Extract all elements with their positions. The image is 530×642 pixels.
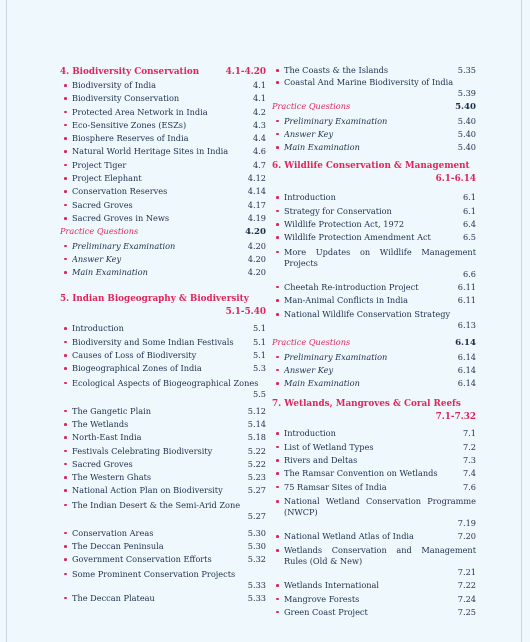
toc-entry[interactable] — [272, 205, 476, 218]
toc-entry-page: 4.3 — [252, 119, 266, 130]
toc-entry[interactable] — [272, 351, 476, 364]
toc-entry-title: Eco-Sensitive Zones (ESZs) — [72, 119, 187, 130]
toc-entry-page: 5.12 — [247, 405, 266, 416]
toc-entry-title: Biodiversity and Some Indian Festivals — [72, 336, 234, 347]
toc-entry[interactable] — [272, 115, 476, 128]
toc-entry[interactable] — [272, 128, 476, 141]
toc-entry-title: Green Coast Project — [284, 606, 368, 617]
toc-entry[interactable] — [60, 336, 266, 349]
toc-entry-page: 6.14 — [457, 351, 476, 362]
toc-entry-title: The Ramsar Convention on Wetlands — [284, 468, 438, 479]
toc-entry-page: 7.25 — [457, 606, 476, 617]
toc-entry[interactable] — [272, 281, 476, 294]
toc-entry-title: National Action Plan on Biodiversity — [72, 485, 223, 496]
toc-entry-page: 7.2 — [462, 441, 476, 452]
toc-entry-page: 6.11 — [457, 294, 476, 305]
toc-entry[interactable] — [272, 364, 476, 377]
toc-entry[interactable] — [60, 484, 266, 497]
toc-entry-title: Biodiversity Conservation — [72, 93, 180, 104]
toc-entry[interactable] — [272, 606, 476, 619]
toc-entry[interactable] — [60, 362, 266, 375]
toc-entry-coastal-marine[interactable]: Coastal And Marine Biodiversity of India 5.39 — [272, 77, 476, 99]
toc-entry-wetland-rules[interactable]: Wetlands Conservation and Management Rules (Old & New) 7.21 — [272, 545, 476, 578]
toc-entry[interactable] — [60, 199, 266, 212]
toc-entry[interactable] — [272, 579, 476, 592]
chapter-5-heading[interactable]: 5. Indian Biogeography & Biodiversity — [60, 294, 249, 305]
toc-entry-title: Government Conservation Efforts — [72, 554, 212, 565]
toc-entry-page: 4.19 — [247, 212, 266, 223]
toc-entry-title: Conservation Areas — [72, 527, 154, 538]
toc-entry-title: Conservation Reserves — [72, 186, 168, 197]
toc-entry-page: 7.3 — [462, 455, 476, 466]
toc-entry-title: Introduction — [72, 323, 124, 334]
toc-entry-title: Festivals Celebrating Biodiversity — [72, 445, 213, 456]
toc-entry[interactable] — [60, 172, 266, 185]
toc-entry[interactable] — [272, 294, 476, 307]
toc-entry-page: 5.40 — [457, 142, 476, 153]
toc-entry-page: 4.14 — [247, 186, 266, 197]
toc-entry[interactable] — [60, 445, 266, 458]
toc-entry-page: 5.23 — [247, 472, 266, 483]
toc-entry-title: Answer Key — [284, 364, 334, 375]
toc-entry-title: Project Tiger — [72, 159, 127, 170]
toc-entry[interactable] — [60, 540, 266, 553]
toc-entry-title: Rivers and Deltas — [284, 455, 358, 466]
toc-entry-title: Mangrove Forests — [284, 593, 360, 604]
toc-entry-page: 7.22 — [457, 580, 476, 591]
chapter-7-heading[interactable]: 7. Wetlands, Mangroves & Coral Reefs — [272, 399, 461, 410]
toc-entry[interactable] — [60, 458, 266, 471]
toc-entry-title: Preliminary Examination — [284, 115, 388, 126]
toc-entry[interactable] — [60, 145, 266, 158]
toc-entry[interactable] — [60, 349, 266, 362]
toc-entry-title: Causes of Loss of Biodiversity — [72, 350, 197, 361]
toc-entry-title: Biodiversity of India — [72, 80, 156, 90]
toc-entry[interactable] — [60, 418, 266, 431]
toc-entry-wildlife-updates[interactable]: More Updates on Wildlife Management Projects 6.6 — [272, 247, 476, 280]
toc-entry-page: 5.22 — [247, 445, 266, 456]
toc-entry-page: 4.20 — [247, 267, 266, 278]
toc-entry-page: 4.7 — [252, 159, 266, 170]
toc-entry-page: 6.14 — [457, 378, 476, 389]
toc-left-column — [60, 64, 266, 605]
toc-entry-page: 6.5 — [462, 232, 476, 243]
toc-entry-page: 6.4 — [462, 219, 476, 230]
toc-entry[interactable] — [272, 218, 476, 231]
ch4-practice-questions[interactable]: Practice Questions 4.20 — [60, 226, 266, 238]
toc-entry-title: Protected Area Network in India — [72, 106, 208, 117]
toc-entry-title: Cheetah Re-introduction Project — [284, 281, 419, 292]
toc-entry[interactable] — [60, 405, 266, 418]
toc-entry-page: 5.32 — [247, 554, 266, 565]
toc-entry-page: 7.4 — [462, 468, 476, 479]
toc-entry[interactable] — [272, 141, 476, 154]
toc-entry-title: Preliminary Examination — [72, 240, 176, 251]
toc-entry-page: 5.14 — [247, 418, 266, 429]
toc-entry[interactable] — [272, 593, 476, 606]
toc-entry-nwcp[interactable]: National Wetland Conservation Programme (NWCP) 7.19 — [272, 496, 476, 529]
toc-entry-title: Wetlands International — [284, 580, 380, 591]
toc-entry-page: 5.27 — [247, 485, 266, 496]
toc-entry[interactable] — [60, 431, 266, 444]
toc-entry[interactable] — [272, 454, 476, 467]
toc-entry-ecological-aspects[interactable]: Ecological Aspects of Biogeographical Zones 5.5 — [60, 378, 266, 400]
toc-entry-title: Introduction — [284, 428, 336, 439]
ch5-practice-questions[interactable]: Practice Questions 5.40 — [272, 101, 476, 113]
toc-entry-title: Biosphere Reserves of India — [72, 133, 189, 144]
toc-entry[interactable] — [60, 253, 266, 266]
toc-entry-title: The Coasts & the Islands — [284, 65, 389, 75]
toc-entry[interactable] — [60, 212, 266, 225]
toc-entry-title: Preliminary Examination — [284, 351, 388, 362]
toc-entry-deccan-plateau[interactable]: The Deccan Plateau 5.33 — [60, 592, 266, 605]
toc-entry[interactable] — [60, 79, 266, 92]
toc-entry-page: 7.6 — [462, 481, 476, 492]
toc-entry[interactable] — [60, 553, 266, 566]
toc-entry[interactable] — [272, 191, 476, 204]
toc-entry[interactable] — [60, 266, 266, 279]
toc-entry-title: Main Examination — [284, 142, 360, 153]
chapter-6-heading[interactable]: 6. Wildlife Conservation & Management — [272, 161, 470, 172]
toc-entry-title: Introduction — [284, 192, 336, 203]
toc-entry-title: Main Examination — [72, 267, 148, 278]
toc-entry-title: The Gangetic Plain — [72, 405, 151, 416]
toc-entry-title: Strategy for Conservation — [284, 205, 392, 216]
toc-entry-page: 5.40 — [457, 128, 476, 139]
toc-entry[interactable] — [272, 231, 476, 244]
toc-entry-page: 5.1 — [252, 336, 266, 347]
toc-entry-page: 5.18 — [247, 432, 266, 443]
toc-entry-wildlife-strategy[interactable]: National Wildlife Conservation Strategy 6.13 — [272, 309, 476, 331]
chapter-5-range: 5.1-5.40 — [225, 307, 266, 318]
toc-entry-page: 6.1 — [462, 192, 476, 203]
toc-entry-page: 6.1 — [462, 205, 476, 216]
toc-entry[interactable] — [60, 240, 266, 253]
toc-entry-title: Answer Key — [284, 128, 334, 139]
toc-entry-page: 5.1 — [252, 323, 266, 334]
toc-entry-wetland-atlas[interactable]: National Wetland Atlas of India 7.20 — [272, 530, 476, 543]
toc-entry-title: Sacred Groves — [72, 458, 133, 469]
toc-entry-title: The Deccan Peninsula — [72, 541, 164, 552]
toc-entry-title: Wildlife Protection Amendment Act — [284, 232, 431, 243]
toc-entry[interactable] — [60, 132, 266, 145]
toc-entry[interactable] — [272, 441, 476, 454]
toc-entry-page: 5.3 — [252, 363, 266, 374]
toc-entry-title: Natural World Heritage Sites in India — [72, 146, 229, 157]
toc-entry-page: 4.1 — [252, 80, 266, 90]
toc-entry-title: North-East India — [72, 432, 142, 443]
toc-entry-title: The Wetlands — [72, 418, 129, 429]
toc-entry-page: 5.30 — [247, 541, 266, 552]
toc-entry[interactable] — [60, 527, 266, 540]
toc-entry-title: The Western Ghats — [72, 472, 152, 483]
chapter-7-range: 7.1-7.32 — [435, 412, 476, 423]
chapter-4-heading[interactable]: 4. Biodiversity Conservation 4.1-4.20 — [60, 67, 266, 77]
toc-entry-title: Sacred Groves in News — [72, 212, 170, 223]
toc-entry-title: Man-Animal Conflicts in India — [284, 294, 408, 305]
toc-entry-title: Sacred Groves — [72, 199, 133, 210]
toc-entry[interactable] — [60, 471, 266, 484]
toc-entry-title: Wildlife Protection Act, 1972 — [284, 219, 405, 230]
toc-entry-page: 4.17 — [247, 199, 266, 210]
toc-entry[interactable] — [272, 64, 476, 77]
toc-entry-page: 4.1 — [252, 93, 266, 104]
toc-entry[interactable] — [60, 119, 266, 132]
toc-entry-conservation-projects[interactable]: Some Prominent Conservation Projects 5.33 — [60, 569, 266, 591]
toc-entry-page: 4.2 — [252, 106, 266, 117]
chapter-6-range: 6.1-6.14 — [435, 174, 476, 185]
toc-entry-page: 7.24 — [457, 593, 476, 604]
toc-entry-page: 4.6 — [252, 146, 266, 157]
toc-right-column — [272, 64, 476, 619]
toc-entry[interactable] — [60, 92, 266, 105]
toc-entry-title: List of Wetland Types — [284, 441, 374, 452]
toc-entry-page: 4.20 — [247, 253, 266, 264]
toc-entry-indian-desert[interactable]: The Indian Desert & the Semi-Arid Zone 5.27 — [60, 500, 266, 522]
toc-entry-title: 75 Ramsar Sites of India — [284, 481, 387, 492]
ch6-practice-questions[interactable]: Practice Questions 6.14 — [272, 337, 476, 349]
toc-entry-page: 5.30 — [247, 527, 266, 538]
toc-entry-page: 7.1 — [462, 428, 476, 439]
toc-entry[interactable] — [60, 185, 266, 198]
toc-entry-page: 5.1 — [252, 350, 266, 361]
toc-entry-page: 6.11 — [457, 281, 476, 292]
toc-entry-title: Project Elephant — [72, 173, 142, 184]
toc-entry-page: 4.12 — [247, 173, 266, 184]
toc-entry[interactable] — [272, 377, 476, 390]
toc-entry[interactable] — [272, 427, 476, 440]
toc-entry-page: 5.40 — [457, 115, 476, 126]
toc-entry-title: Main Examination — [284, 378, 360, 389]
toc-entry-page: 4.4 — [252, 133, 266, 144]
toc-entry[interactable] — [60, 159, 266, 172]
toc-entry-page: 5.35 — [457, 65, 476, 75]
toc-entry-title: Biogeographical Zones of India — [72, 363, 202, 374]
toc-entry-title: Answer Key — [72, 253, 122, 264]
toc-entry[interactable] — [272, 481, 476, 494]
toc-entry[interactable] — [272, 467, 476, 480]
toc-entry[interactable] — [60, 322, 266, 335]
toc-entry[interactable] — [60, 106, 266, 119]
toc-entry-page: 4.20 — [247, 240, 266, 251]
toc-entry-page: 5.22 — [247, 458, 266, 469]
toc-entry-page: 6.14 — [457, 364, 476, 375]
